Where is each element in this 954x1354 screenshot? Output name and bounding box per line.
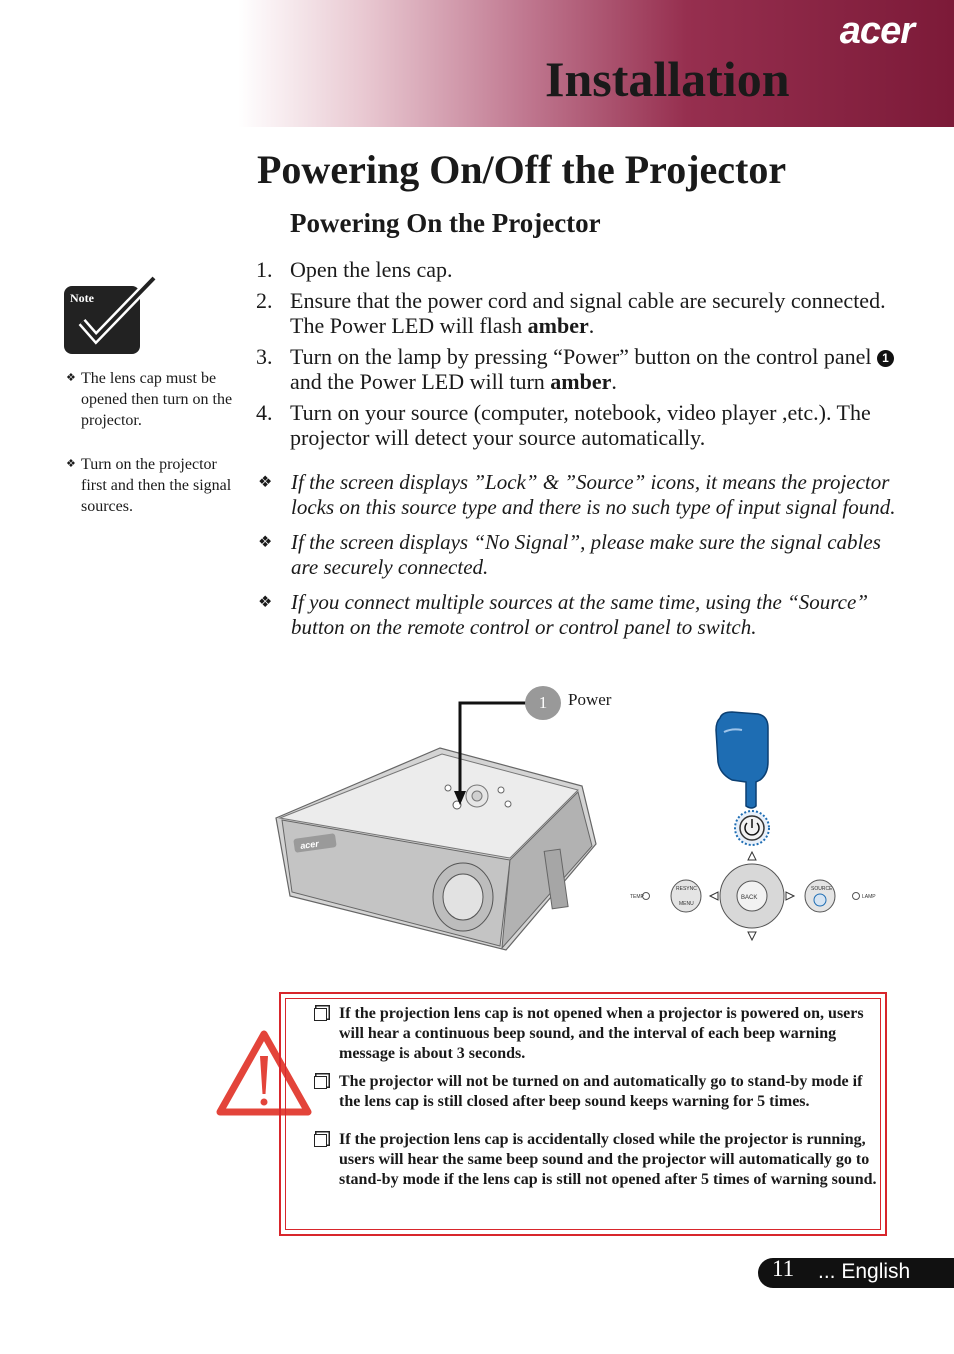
warning-list [314,1004,878,1198]
note-item: ❖ If you connect multiple sources at the same time, using the “Source” button on the remote control or control panel to switch. [258,590,869,639]
sidebar-note-item: ❖ The lens cap must be opened then turn on the projector. [66,370,233,429]
steps-list [256,257,916,456]
resync-button-label: RESYNC [676,886,697,892]
checkbox-bullet-icon [314,1008,327,1021]
callout-line [450,695,540,810]
control-panel-illustration [626,800,882,945]
checkbox-bullet-icon [314,1076,327,1089]
warning-item: The projector will not be turned on and automatically go to stand-by mode if the lens cap is still closed after beep sound keeps warning for 5 times. [314,1072,878,1112]
step-item: 3. Turn on the lamp by pressing “Power” button on the control panel 1 and the Power LED will turn amber. [256,344,916,394]
diamond-bullet-icon: ❖ [66,458,76,470]
pointing-hand-icon [712,710,772,810]
note-icon [64,276,158,358]
warning-item: If the projection lens cap is accidentally closed while the projector is running, users will hear the same beep sound and the projector will automatically go to stand-by mode if the lens cap is still not opened after 5 times of warning sound. [314,1130,878,1190]
power-callout-label: Power [568,690,612,709]
projector-illustration [270,700,610,965]
lamp-led-label: LAMP [862,894,876,900]
page-number: 11 [772,1256,795,1281]
diamond-bullet-icon: ❖ [258,534,273,551]
projector-brand-label: acer [299,838,320,852]
note-icon-label: Note [70,291,94,305]
menu-button-label: MENU [679,901,694,907]
back-button-label: BACK [741,895,758,901]
callout-badge: 1 [525,686,561,720]
step-item: 2. Ensure that the power cord and signal cable are securely connected. The Power LED will flash amber. [256,288,886,338]
acer-logo: acer [839,10,914,52]
sidebar-notes [66,368,236,540]
note-item: ❖ If the screen displays ”Lock” & ”Source” icons, it means the projector locks on this source type and there is no such type of input signal found. [258,470,896,519]
source-button-label: SOURCE [811,886,833,892]
step-item: 1. Open the lens cap. [256,257,453,282]
italic-notes [258,470,898,650]
callout-marker-icon: 1 [877,350,894,367]
checkbox-bullet-icon [314,1134,327,1147]
warning-item: If the projection lens cap is not opened when a projector is powered on, users will hear a continuous beep sound, and the interval of each beep warning message is about 3 seconds. [314,1004,878,1064]
step-item: 4. Turn on your source (computer, notebook, video player ,etc.). The projector will detect your source automatically. [256,400,871,450]
amber-emphasis: amber [550,369,612,394]
diamond-bullet-icon: ❖ [258,594,273,611]
subsection-title: Powering On the Projector [290,208,601,238]
sidebar-note-item: ❖ Turn on the projector first and then the signal sources. [66,456,232,515]
footer-language: ... English [818,1260,911,1283]
temp-led-label: TEMP [630,894,644,900]
chapter-title: Installation [545,51,790,107]
diamond-bullet-icon: ❖ [66,372,76,384]
header-band [0,0,954,127]
note-item: ❖ If the screen displays “No Signal”, please make sure the signal cables are securely connected. [258,530,881,579]
diamond-bullet-icon: ❖ [258,474,273,491]
section-title: Powering On/Off the Projector [257,147,787,192]
amber-emphasis: amber [527,313,589,338]
